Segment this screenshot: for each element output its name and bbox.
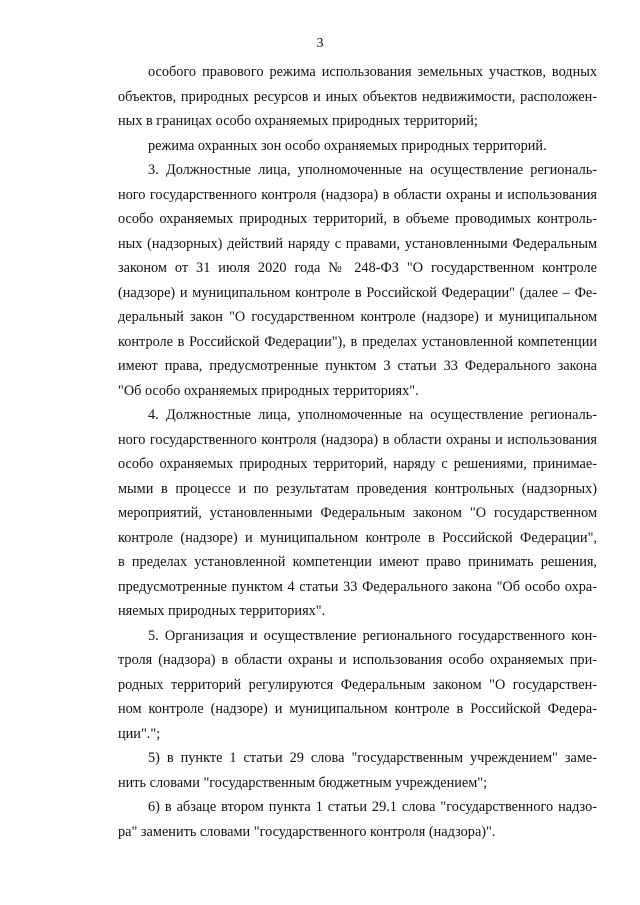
paragraph-amendment-5 — [118, 746, 597, 795]
text-line: ра" заменить словами "государственного контроля (надзора)". — [118, 823, 496, 840]
text-line: объектов, природных ресурсов и иных объектов недвижимости, расположен- — [118, 88, 597, 105]
text-line: ного государственного контроля (надзора) в области охраны и использования — [118, 186, 597, 203]
text-line: предусмотренные пунктом 4 статьи 33 Федерального закона "Об особо охра- — [118, 578, 597, 595]
document-body — [118, 60, 597, 844]
text-line: особо охраняемых природных территорий, в объеме проводимых контроль- — [118, 211, 597, 227]
text-line: ном контроле (надзоре) и муниципальном контроле в Российской Федера- — [118, 701, 597, 717]
text-line: законом от 31 июля 2020 года № 248-ФЗ "О государственном контроле — [118, 260, 597, 276]
text-line: ного государственного контроля (надзора) в области охраны и использования — [118, 431, 597, 448]
paragraph-item-4 — [118, 403, 597, 624]
text-line: 5) в пункте 1 статьи 29 слова "государственным учреждением" заме- — [148, 750, 597, 766]
text-line: режима охранных зон особо охраняемых природных территорий. — [148, 137, 547, 154]
text-line: имеют права, предусмотренные пунктом 3 статьи 33 Федерального закона — [118, 358, 597, 374]
text-line: няемых природных территориях". — [118, 603, 326, 619]
paragraph-item-5 — [118, 624, 597, 747]
text-line: (надзоре) и муниципальном контроле в Российской Федерации" (далее – Фе- — [118, 284, 597, 301]
text-line: ции"."; — [118, 725, 161, 742]
text-line: ных в границах особо охраняемых природных территорий; — [118, 113, 478, 129]
text-line: нить словами "государственным бюджетным учреждением"; — [118, 774, 488, 791]
text-line: мероприятий, установленными Федеральным законом "О государственном — [118, 505, 597, 521]
text-line: ных (надзорных) действий наряду с правами, установленными Федеральным — [118, 235, 597, 252]
text-line: мыми в процессе и по результатам проведения контрольных (надзорных) — [118, 480, 597, 497]
paragraph-amendment-6 — [118, 795, 597, 844]
text-line: 4. Должностные лица, уполномоченные на осуществление региональ- — [148, 407, 597, 423]
text-line: в пределах установленной компетенции имеют право принимать решения, — [118, 554, 597, 570]
page-number: 3 — [316, 36, 324, 51]
text-line: 5. Организация и осуществление регионального государственного кон- — [148, 627, 597, 644]
text-line: контроле в Российской Федерации"), в пределах установленной компетенции — [118, 333, 597, 350]
text-line: деральный закон "О государственном контроле (надзоре) и муниципальном — [118, 309, 597, 325]
paragraph-protected-zones — [118, 134, 597, 159]
text-line: контроле (надзоре) и муниципальном контроле в Российской Федерации", — [118, 529, 597, 546]
text-line: родных территорий регулируются Федеральным законом "О государствен- — [118, 676, 597, 693]
paragraph-item-3 — [118, 158, 597, 403]
paragraph-continuation — [118, 60, 597, 134]
text-line: "Об особо охраняемых природных территориях". — [118, 382, 419, 399]
text-line: 3. Должностные лица, уполномоченные на осуществление региональ- — [148, 162, 597, 178]
text-line: особого правового режима использования земельных участков, водных — [148, 64, 597, 80]
text-line: троля (надзора) в области охраны и использования особо охраняемых при- — [118, 652, 597, 668]
text-line: особо охраняемых природных территорий, наряду с решениями, принимае- — [118, 456, 597, 472]
text-line: 6) в абзаце втором пункта 1 статьи 29.1 слова "государственного надзо- — [148, 799, 597, 815]
